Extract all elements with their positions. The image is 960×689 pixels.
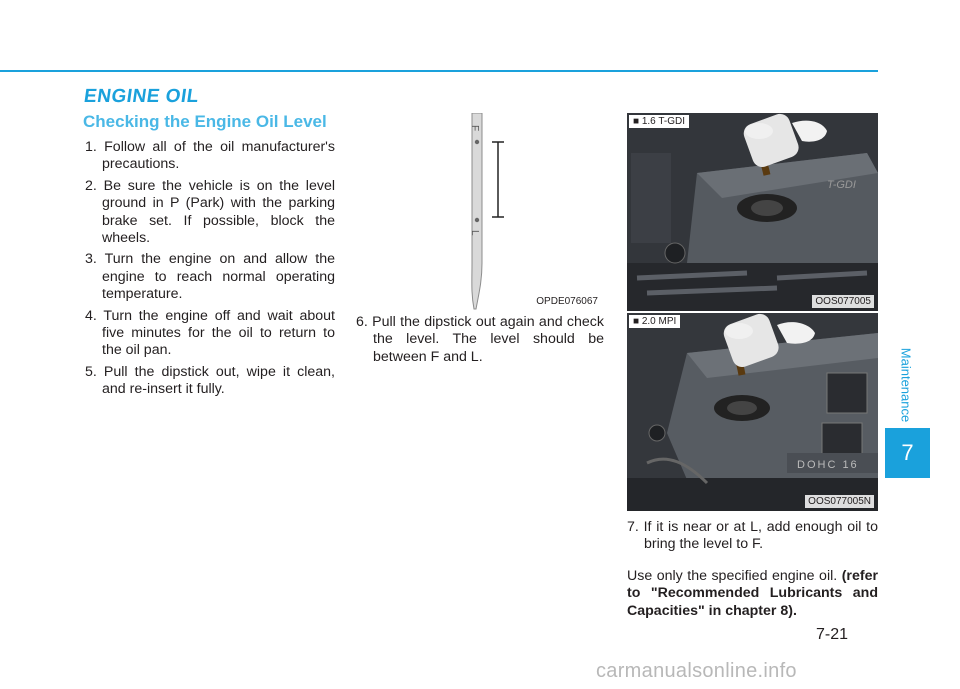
engine-2-0-badge: DOHC 16 (797, 459, 859, 471)
watermark: carmanualsonline.info (596, 660, 797, 682)
engine-1-6-figure-code: OOS077005 (812, 295, 874, 308)
engine-1-6-tag: ■ 1.6 T-GDI (629, 115, 689, 128)
step-4: 4. Turn the engine off and wait about five minutes for the oil to return to the oil pan. (85, 307, 335, 359)
dipstick-full-mark: F (469, 125, 480, 132)
oil-spec-note-reference: (refer to "Recommended Lubricants and Capacities" in chapter 8). (627, 567, 878, 619)
step-7: 7. If it is near or at L, add enough oil to bring the level to F. (627, 519, 878, 553)
step-6: 6. Pull the dipstick out again and check the level. The level should be between F and L. (356, 314, 604, 365)
dipstick-illustration (355, 113, 605, 311)
steps-column-2 (356, 314, 604, 370)
step-2: 2. Be sure the vehicle is on the level ground in P (Park) with the parking brake set. If possible, block the wheels. (85, 177, 335, 247)
engine-1-6-badge: T-GDI (827, 179, 856, 191)
chapter-number-tab: 7 (885, 428, 930, 478)
step-1: 1. Follow all of the oil manufacturer's precautions. (85, 139, 335, 173)
step-3: 3. Turn the engine on and allow the engine to reach normal operating temperature. (85, 251, 335, 303)
engine-figure-2-0-mpi (627, 313, 878, 511)
chapter-name: Maintenance (898, 347, 914, 423)
top-rule (0, 70, 878, 72)
dipstick-low-mark: L (469, 230, 480, 236)
steps-column-3 (627, 519, 878, 620)
engine-figure-1-6-tgdi (627, 113, 878, 311)
chapter-name-vertical (896, 340, 916, 430)
oil-spec-note-text: Use only the specified engine oil. (627, 567, 838, 584)
subsection-title: Checking the Engine Oil Level (83, 112, 327, 131)
engine-1-6-illustration (627, 113, 878, 311)
oil-spec-note (627, 568, 878, 620)
page-number: 7-21 (816, 626, 849, 643)
step-5: 5. Pull the dipstick out, wipe it clean, and re-insert it fully. (85, 363, 335, 398)
section-title: ENGINE OIL (82, 86, 201, 107)
steps-column-1 (85, 139, 335, 403)
engine-2-0-figure-code: OOS077005N (805, 495, 874, 508)
dipstick-figure-code: OPDE076067 (533, 295, 601, 308)
engine-2-0-tag: ■ 2.0 MPI (629, 315, 680, 328)
engine-2-0-illustration (627, 313, 878, 511)
dipstick-figure (355, 113, 605, 311)
